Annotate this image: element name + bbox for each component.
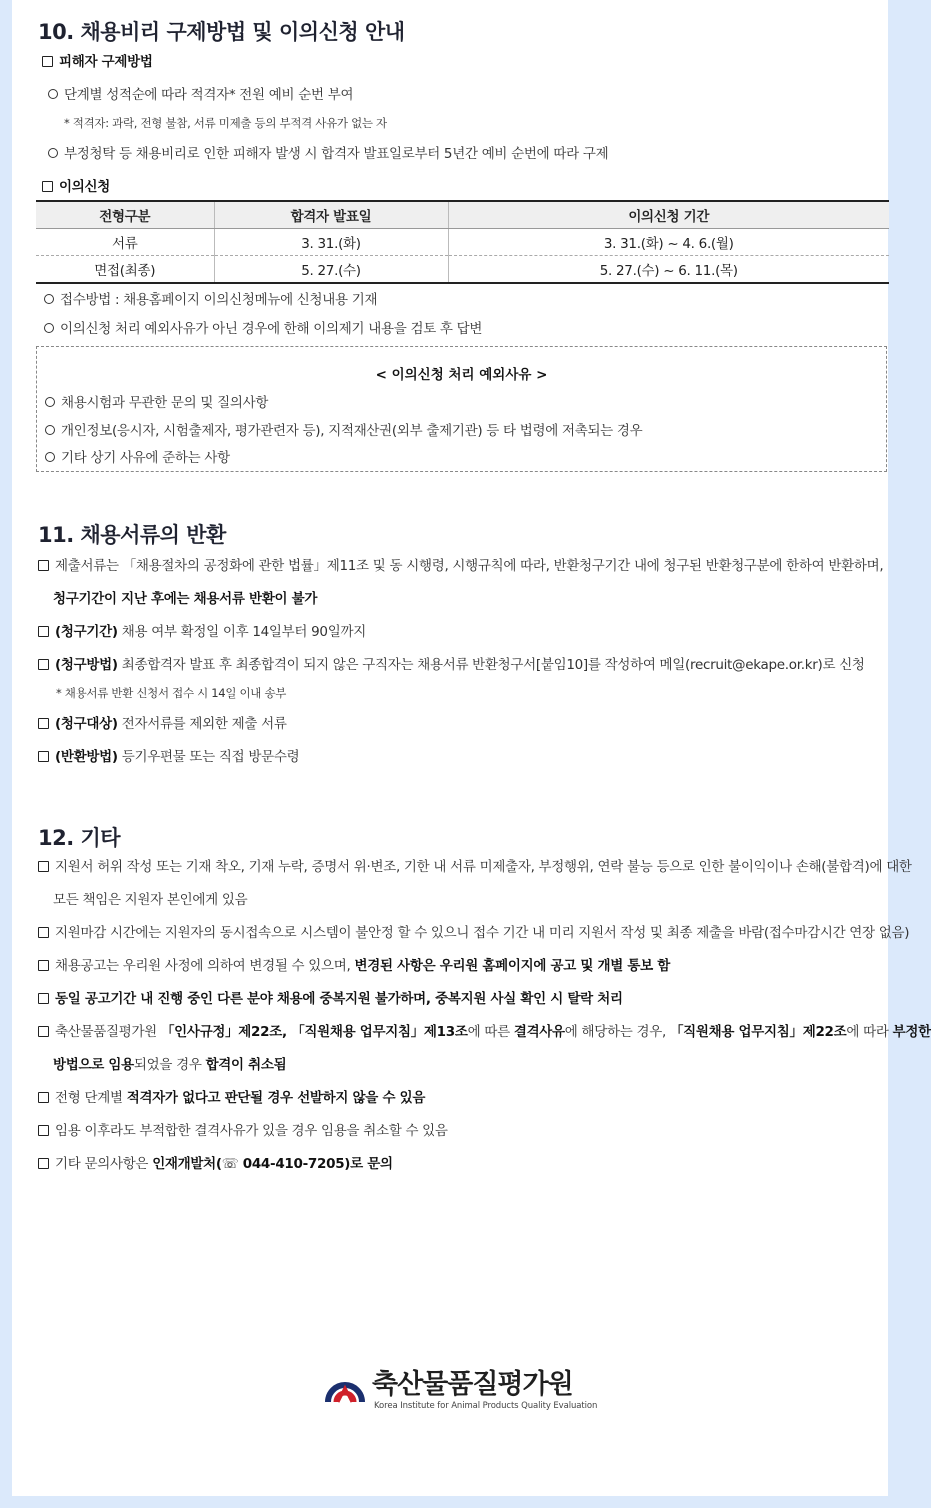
exception-item: 채용시험과 무관한 문의 및 질의사항 xyxy=(45,391,268,411)
document-sheet xyxy=(12,0,931,1496)
exception-box xyxy=(36,346,887,472)
checkbox-icon xyxy=(38,927,49,938)
section-12-title: 12. 기타 xyxy=(38,826,121,850)
checkbox-icon xyxy=(38,1092,49,1103)
organization-logo xyxy=(324,1362,604,1414)
table-row xyxy=(36,256,889,284)
table-header-row xyxy=(36,201,889,229)
return-item-1-bold: 청구기간이 지난 후에는 채용서류 반환이 불가 xyxy=(53,591,318,607)
circle-bullet-icon xyxy=(44,323,54,333)
checkbox-icon xyxy=(38,751,49,762)
objection-process: 이의신청 처리 예외사유가 아닌 경우에 한해 이의제기 내용을 검토 후 답변 xyxy=(44,319,482,339)
exception-item: 개인정보(응시자, 시험출제자, 평가관련자 등), 지적재산권(외부 출제기관) 등 타 법령에 저촉되는 경우 xyxy=(45,419,642,439)
remedy-note: * 적격자: 과락, 전형 불참, 서류 미제출 등의 부적격 사유가 없는 자 xyxy=(64,116,387,130)
checkbox-icon xyxy=(38,1125,49,1136)
misc-item-2: 지원마감 시간에는 지원자의 동시접속으로 시스템이 불안정 할 수 있으니 접수 기간 내 미리 지원서 작성 및 최종 제출을 바람(접수마감시간 연장 없음) xyxy=(38,923,909,943)
remedy-item-2: 부정청탁 등 채용비리로 인한 피해자 발생 시 합격자 발표일로부터 5년간 예비 순번에 따라 구제 xyxy=(48,144,608,164)
table-header: 합격자 발표일 xyxy=(214,201,448,229)
table-cell: 5. 27.(수) xyxy=(214,256,448,284)
misc-item-7: 임용 이후라도 부적합한 결격사유가 있을 경우 임용을 취소할 수 있음 xyxy=(38,1121,448,1141)
misc-item-5: 축산물품질평가원 「인사규정」제22조, 「직원채용 업무지침」제13조에 따른 결격사유에 해당하는 경우, 「직원채용 업무지침」제22조에 따라 부정한 xyxy=(38,1022,931,1042)
objection-method: 접수방법 : 채용홈페이지 이의신청메뉴에 신청내용 기재 xyxy=(44,290,377,310)
misc-item-5-cont: 방법으로 임용되었을 경우 합격이 취소됨 xyxy=(53,1057,287,1073)
checkbox-icon xyxy=(42,181,53,192)
checkbox-icon xyxy=(38,861,49,872)
table-cell: 3. 31.(화) xyxy=(214,229,448,256)
objection-heading: 이의신청 xyxy=(42,177,110,197)
table-row xyxy=(36,229,889,256)
checkbox-icon xyxy=(38,960,49,971)
section-11-title: 11. 채용서류의 반환 xyxy=(38,523,226,547)
circle-bullet-icon xyxy=(45,452,55,462)
logo-mark-icon xyxy=(324,1364,366,1406)
checkbox-icon xyxy=(38,718,49,729)
misc-item-4: 동일 공고기간 내 진행 중인 다른 분야 채용에 중복지원 불가하며, 중복지원 사실 확인 시 탈락 처리 xyxy=(38,989,623,1009)
return-item-4: (청구대상) 전자서류를 제외한 제출 서류 xyxy=(38,714,287,734)
circle-bullet-icon xyxy=(44,294,54,304)
checkbox-icon xyxy=(38,626,49,637)
table-cell: 서류 xyxy=(36,229,214,256)
checkbox-icon xyxy=(38,659,49,670)
misc-item-3: 채용공고는 우리원 사정에 의하여 변경될 수 있으며, 변경된 사항은 우리원 홈페이지에 공고 및 개별 통보 함 xyxy=(38,956,670,976)
circle-bullet-icon xyxy=(48,148,58,158)
return-item-2: (청구기간) 채용 여부 확정일 이후 14일부터 90일까지 xyxy=(38,622,366,642)
table-cell: 면접(최종) xyxy=(36,256,214,284)
objection-schedule-table xyxy=(36,200,889,284)
return-item-3: (청구방법) 최종합격자 발표 후 최종합격이 되지 않은 구직자는 채용서류 반환청구서[붙임10]를 작성하여 메일(recruit@ekape.or.kr)로 신청 xyxy=(38,655,865,675)
circle-bullet-icon xyxy=(45,397,55,407)
table-cell: 5. 27.(수) ~ 6. 11.(목) xyxy=(448,256,889,284)
checkbox-icon xyxy=(38,1026,49,1037)
circle-bullet-icon xyxy=(45,425,55,435)
return-note: * 채용서류 반환 신청서 접수 시 14일 이내 송부 xyxy=(56,686,287,700)
table-header: 전형구분 xyxy=(36,201,214,229)
logo-english-name: Korea Institute for Animal Products Quality Evaluation xyxy=(374,1401,598,1411)
checkbox-icon xyxy=(38,1158,49,1169)
return-item-5: (반환방법) 등기우편물 또는 직접 방문수령 xyxy=(38,747,299,767)
misc-item-6: 전형 단계별 적격자가 없다고 판단될 경우 선발하지 않을 수 있음 xyxy=(38,1088,425,1108)
exception-item: 기타 상기 사유에 준하는 사항 xyxy=(45,446,230,466)
remedy-item-1: 단계별 성적순에 따라 적격자* 전원 예비 순번 부여 xyxy=(48,85,353,105)
misc-item-1: 지원서 허위 작성 또는 기재 착오, 기재 누락, 증명서 위·변조, 기한 내 서류 미제출자, 부정행위, 연락 불능 등으로 인한 불이익이나 손해(불합격)에 대한 xyxy=(38,857,912,877)
circle-bullet-icon xyxy=(48,89,58,99)
section-10-title: 10. 채용비리 구제방법 및 이의신청 안내 xyxy=(38,20,405,44)
checkbox-icon xyxy=(38,993,49,1004)
table-cell: 3. 31.(화) ~ 4. 6.(월) xyxy=(448,229,889,256)
checkbox-icon xyxy=(38,560,49,571)
table-header: 이의신청 기간 xyxy=(448,201,889,229)
logo-name: 축산물품질평가원 xyxy=(372,1369,573,1400)
misc-item-8: 기타 문의사항은 인재개발처(☏ 044-410-7205)로 문의 xyxy=(38,1154,393,1174)
checkbox-icon xyxy=(42,56,53,67)
remedy-heading: 피해자 구제방법 xyxy=(42,52,153,72)
misc-item-1-cont: 모든 책임은 지원자 본인에게 있음 xyxy=(53,892,248,908)
exception-title: < 이의신청 처리 예외사유 > xyxy=(375,367,548,383)
return-item-1: 제출서류는 「채용절차의 공정화에 관한 법률」제11조 및 동 시행령, 시행규칙에 따라, 반환청구기간 내에 청구된 반환청구분에 한하여 반환하며, xyxy=(38,556,883,576)
